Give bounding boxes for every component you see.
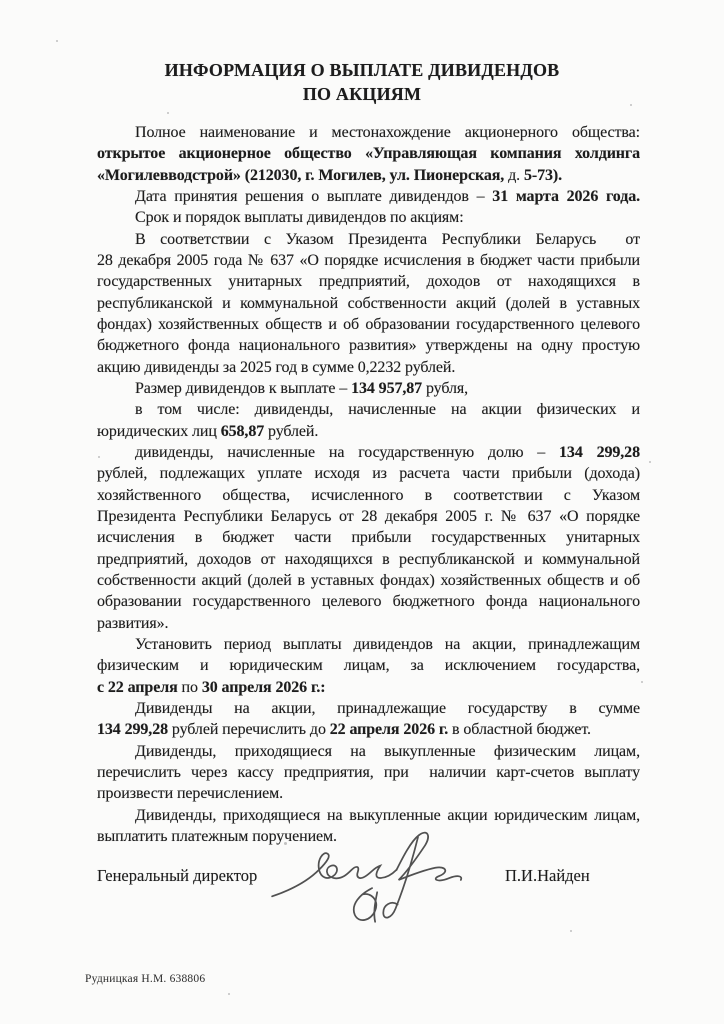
text-line: [97, 229, 640, 250]
text-line: [97, 591, 640, 612]
bold-text-run: «Могилевводстрой» (212030, г. Могилев, ул. Пионерская,: [97, 166, 505, 184]
text-line: [97, 762, 640, 783]
text-run: Дивиденды, приходящиеся на выкупленные физическим лицам,: [135, 742, 640, 760]
text-line: [97, 165, 640, 186]
text-run: в областной бюджет.: [448, 721, 591, 739]
text-run: В соответствии с Указом Президента Республики Беларусь от: [135, 230, 640, 248]
text-run: рубля,: [422, 379, 469, 397]
bold-text-run: 5-73).: [523, 166, 563, 184]
text-line: [97, 271, 640, 292]
text-line: [97, 741, 640, 762]
bold-text-run: 134 957,87: [351, 379, 423, 397]
noise-dot: [570, 930, 572, 932]
text-run: д.: [504, 166, 524, 184]
bold-text-run: 31 марта 2026 года.: [492, 187, 640, 205]
text-run: развития».: [97, 614, 169, 632]
text-line: [97, 335, 640, 356]
noise-dot: [433, 212, 435, 214]
text-line: [97, 805, 640, 826]
text-run: Дивиденды, приходящиеся на выкупленные акции юридическим лицам,: [135, 806, 640, 824]
text-run: государственных унитарных предприятий, доходов от находящихся в: [97, 273, 640, 291]
noise-dot: [56, 40, 58, 42]
bold-text-run: 658,87: [220, 422, 265, 440]
bold-text-run: открытое акционерное общество «Управляющая компания холдинга: [97, 145, 640, 163]
text-line: [97, 527, 640, 548]
text-run: 28 декабря 2005 года № 637 «О порядке исчисления в бюджет части прибыли: [97, 251, 640, 269]
noise-dot: [98, 456, 100, 458]
text-run: фондах) хозяйственных обществ и об образовании государственного целевого: [97, 315, 640, 333]
text-line: [97, 421, 640, 442]
document-body: [97, 122, 640, 847]
noise-dot: [630, 104, 632, 106]
text-run: хозяйственного общества, исчисленного в соответствии с Указом: [97, 486, 640, 504]
text-line: [97, 783, 640, 804]
text-line: [97, 293, 640, 314]
text-run: в том числе: дивиденды, начисленные на акции физических и: [135, 401, 640, 419]
text-run: рублей, подлежащих уплате исходя из расчета части прибыли (дохода): [97, 465, 640, 483]
noise-dot: [641, 681, 643, 683]
bold-text-run: с 22 апреля: [97, 678, 178, 696]
text-run: предприятий, доходов от находящихся в республиканской и коммунальной: [97, 550, 640, 568]
text-line: [97, 634, 640, 655]
text-line: [97, 506, 640, 527]
bold-text-run: 30 апреля 2026 г.:: [201, 678, 326, 696]
text-line: [97, 250, 640, 271]
text-run: рублей перечислить до: [168, 721, 330, 739]
footer-note: Рудницкая Н.М. 638806: [85, 973, 206, 985]
text-line: [97, 357, 640, 378]
text-run: Установить период выплаты дивидендов на акции, принадлежащим: [135, 635, 640, 653]
text-line: [97, 549, 640, 570]
text-line: [97, 207, 640, 228]
signer-name: П.И.Найден: [505, 866, 590, 885]
bold-text-run: 134 299,28: [97, 721, 169, 739]
text-line: [97, 399, 640, 420]
text-run: республиканской и коммунальной собственности акций (долей в уставных: [97, 294, 640, 312]
text-line: [97, 485, 640, 506]
text-run: Полное наименование и местонахождение акционерного общества:: [135, 124, 640, 141]
document-title-line: ПО АКЦИЯМ: [302, 83, 422, 104]
text-run: акцию дивиденды за 2025 год в сумме 0,2232 рублей.: [97, 358, 456, 376]
text-line: [97, 122, 640, 143]
text-line: [97, 570, 640, 591]
text-run: перечислить через кассу предприятия, при наличии карт-счетов выплату: [97, 763, 640, 781]
text-run: бюджетного фонда национального развития» утверждены на одну простую: [97, 337, 640, 355]
text-line: [97, 463, 640, 484]
text-run: выплатить платежным поручением.: [97, 827, 337, 845]
text-run: физическим и юридическим лицам, за исключением государства,: [97, 657, 640, 675]
bold-text-run: 22 апреля 2026 г.: [329, 721, 449, 739]
text-line: [97, 698, 640, 719]
noise-dot: [284, 842, 287, 845]
text-run: рублей.: [264, 422, 319, 440]
text-line: [97, 442, 640, 463]
document-title: [0, 59, 724, 106]
text-run: образовании государственного целевого бюджетного фонда национального: [97, 593, 640, 611]
text-run: юридических лиц: [97, 422, 221, 440]
text-line: [97, 378, 640, 399]
signature-handwriting: [266, 828, 470, 932]
noise-dot: [228, 993, 230, 995]
text-run: дивиденды, начисленные на государственную долю –: [135, 443, 560, 461]
text-run: исчисления в бюджет части прибыли государственных унитарных: [97, 529, 640, 547]
bold-text-run: 134 299,28: [559, 443, 640, 461]
text-run: собственности акций (долей в уставных фондах) хозяйственных обществ и об: [97, 571, 640, 589]
noise-dot: [615, 447, 617, 449]
text-run: Дивиденды на акции, принадлежащие государству в сумме: [135, 699, 640, 717]
text-line: [97, 677, 640, 698]
text-run: Президента Республики Беларусь от 28 декабря 2005 г. № 637 «О порядке: [97, 507, 640, 525]
text-run: Размер дивидендов к выплате –: [135, 379, 352, 397]
text-line: [97, 719, 640, 740]
text-run: произвести перечислением.: [97, 785, 284, 803]
text-run: по: [177, 678, 202, 696]
signature-role-label: Генеральный директор: [97, 866, 258, 885]
text-run: Срок и порядок выплаты дивидендов по акциям:: [135, 209, 464, 227]
text-run: Дата принятия решения о выплате дивидендов –: [135, 187, 493, 205]
text-line: [97, 143, 640, 164]
text-line: [97, 655, 640, 676]
noise-dot: [520, 756, 522, 758]
text-line: [97, 613, 640, 634]
text-line: [97, 186, 640, 207]
text-line: [97, 314, 640, 335]
noise-dot: [167, 112, 169, 114]
noise-dot: [649, 461, 651, 463]
document-title-line: ИНФОРМАЦИЯ О ВЫПЛАТЕ ДИВИДЕНДОВ: [164, 60, 560, 80]
